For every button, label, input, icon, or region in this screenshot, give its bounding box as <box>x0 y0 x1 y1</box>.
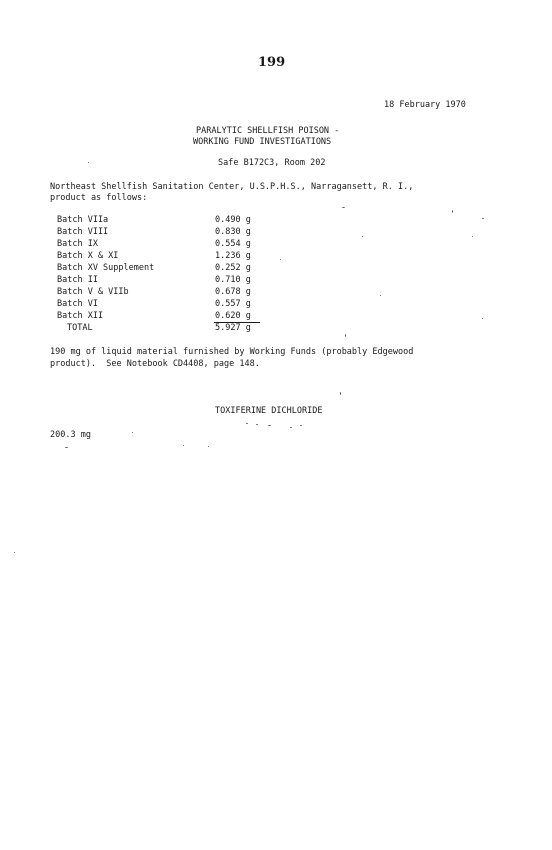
scan-speck <box>280 259 281 260</box>
batch-amount: 0.710 g <box>215 275 251 285</box>
batch-amount: 0.554 g <box>215 239 251 249</box>
scan-speck <box>380 295 381 296</box>
batch-name: Batch XII <box>57 311 104 321</box>
total-row <box>67 324 297 335</box>
batch-name: Batch XV Supplement <box>57 263 155 273</box>
scan-speck <box>472 236 473 237</box>
batch-amount: 0.620 g <box>215 311 251 321</box>
document-date: 18 February 1970 <box>384 100 466 110</box>
batch-name: Batch X & XI <box>57 251 119 261</box>
scan-speck <box>482 218 484 219</box>
intro-line-2: product as follows: <box>50 193 148 203</box>
title-line-1: PARALYTIC SHELLFISH POISON - <box>196 126 340 136</box>
batch-row <box>57 276 287 287</box>
scan-speck <box>300 425 302 426</box>
scan-speck <box>88 162 89 163</box>
scan-speck <box>362 236 363 237</box>
batch-row <box>57 264 287 275</box>
total-amount: 5.927 g <box>215 323 251 333</box>
batch-row <box>57 252 287 263</box>
batch-amount: 0.678 g <box>215 287 251 297</box>
title-line-2: WORKING FUND INVESTIGATIONS <box>193 137 332 147</box>
page-number: 199 <box>258 55 286 70</box>
batch-amount: 0.252 g <box>215 263 251 273</box>
batch-amount: 0.490 g <box>215 215 251 225</box>
batch-name: Batch VI <box>57 299 98 309</box>
batch-row <box>57 288 287 299</box>
scan-speck <box>256 424 258 425</box>
batch-row <box>57 240 287 251</box>
scan-speck <box>208 446 209 447</box>
batch-row <box>57 300 287 311</box>
batch-amount: 1.236 g <box>215 251 251 261</box>
scan-speck <box>65 447 68 448</box>
scan-speck <box>345 334 346 337</box>
scan-speck <box>482 318 483 319</box>
batch-row <box>57 216 287 227</box>
sample-weight: 200.3 mg <box>50 430 91 440</box>
scan-speck <box>246 423 248 424</box>
scan-speck <box>290 427 292 428</box>
batch-amount: 0.830 g <box>215 227 251 237</box>
note-line-2: product). See Notebook CD4408, page 148. <box>50 359 260 369</box>
scan-speck <box>342 207 345 208</box>
scan-speck <box>183 445 184 446</box>
storage-location: Safe B172C3, Room 202 <box>218 158 326 168</box>
batch-name: Batch II <box>57 275 98 285</box>
batch-name: Batch VIII <box>57 227 109 237</box>
scan-speck <box>14 552 15 553</box>
section-heading: TOXIFERINE DICHLORIDE <box>215 406 323 416</box>
note-line-1: 190 mg of liquid material furnished by Working Funds (probably Edgewood <box>50 347 414 357</box>
batch-amount: 0.557 g <box>215 299 251 309</box>
batch-row <box>57 228 287 239</box>
scan-speck <box>452 210 453 213</box>
batch-name: Batch IX <box>57 239 98 249</box>
scan-speck <box>268 425 271 426</box>
scan-speck <box>340 392 341 395</box>
intro-line-1: Northeast Shellfish Sanitation Center, U.S.P.H.S., Narragansett, R. I., <box>50 182 414 192</box>
total-label: TOTAL <box>67 323 93 333</box>
batch-name: Batch V & VIIb <box>57 287 129 297</box>
batch-name: Batch VIIa <box>57 215 109 225</box>
scan-speck <box>132 432 133 433</box>
